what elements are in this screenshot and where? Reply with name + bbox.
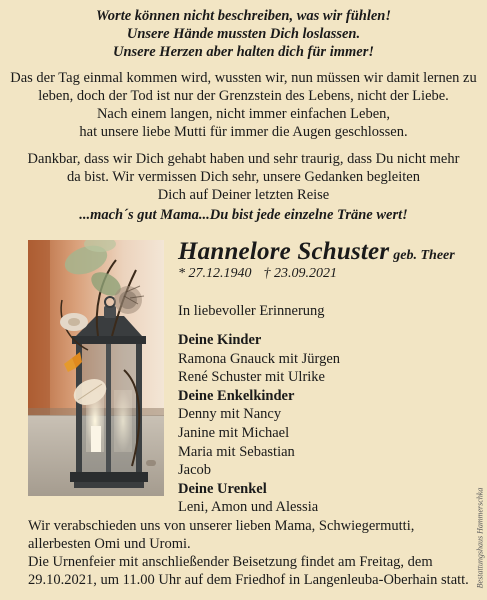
remembrance-line: In liebevoller Erinnerung: [178, 303, 325, 319]
family-member: Ramona Gnauck mit Jürgen: [178, 350, 341, 367]
death-date: † 23.09.2021: [263, 266, 337, 281]
motto: ...mach´s gut Mama...Du bist jede einzelne Träne wert!: [79, 207, 408, 223]
memorial-lantern-photo: [28, 240, 164, 496]
funeral-home-credit: [475, 480, 485, 595]
intro-verse: [0, 7, 487, 61]
paragraph-line: Dankbar, dass wir Dich gehabt haben und sehr traurig, dass Du nicht mehr: [27, 151, 460, 167]
funeral-announcement: [28, 517, 478, 589]
closing-line: 29.10.2021, um 11.00 Uhr auf dem Friedhof in Langenleuba-Oberhain statt.: [28, 572, 469, 588]
funeral-home-credit-text: Bestattungshaus Hammerschka: [475, 487, 485, 588]
deceased-name: Hannelore Schuster: [178, 238, 390, 265]
family-member: Maria mit Sebastian: [178, 443, 295, 460]
life-dates: [178, 266, 337, 282]
gratitude-paragraph: [0, 150, 487, 204]
family-member: Denny mit Nancy: [178, 406, 282, 423]
paragraph-line: Nach einem langen, nicht immer einfachen Leben,: [96, 106, 391, 122]
paragraph-line: da bist. Wir vermissen Dich sehr, unsere Gedanken begleiten: [67, 169, 420, 185]
paragraph-line: leben, doch der Tod ist nur der Grenzstein des Lebens, nicht der Liebe.: [38, 88, 449, 104]
family-member: René Schuster mit Ulrike: [178, 369, 325, 386]
intro-verse-line: Unsere Herzen aber halten dich für immer!: [112, 44, 374, 60]
family-member: Janine mit Michael: [178, 424, 290, 441]
birth-date: * 27.12.1940: [178, 266, 252, 281]
family-group-title: Deine Enkelkinder: [178, 387, 295, 404]
family-group-title: Deine Kinder: [178, 332, 262, 348]
family-group-title: Deine Urenkel: [178, 480, 267, 497]
paragraph-line: Dich auf Deiner letzten Reise: [157, 187, 330, 203]
closing-line: Die Urnenfeier mit anschließender Beisetzung findet am Freitag, dem: [28, 554, 433, 570]
paragraph-line: Das der Tag einmal kommen wird, wussten wir, nun müssen wir damit lernen zu: [10, 70, 477, 86]
intro-verse-line: Worte können nicht beschreiben, was wir fühlen!: [95, 8, 392, 24]
farewell-paragraph: [0, 69, 487, 141]
birth-name: geb. Theer: [393, 248, 455, 263]
closing-line: allerbesten Omi und Uromi.: [28, 536, 191, 552]
family-member: Jacob: [178, 462, 212, 479]
deceased-name-row: [178, 238, 455, 266]
family-list: [178, 331, 340, 517]
paragraph-line: hat unsere liebe Mutti für immer die Augen geschlossen.: [79, 124, 408, 140]
intro-verse-line: Unsere Hände mussten Dich loslassen.: [126, 26, 361, 42]
family-member: Leni, Amon und Alessia: [178, 499, 319, 516]
closing-line: Wir verabschieden uns von unserer lieben Mama, Schwiegermutti,: [28, 518, 415, 534]
